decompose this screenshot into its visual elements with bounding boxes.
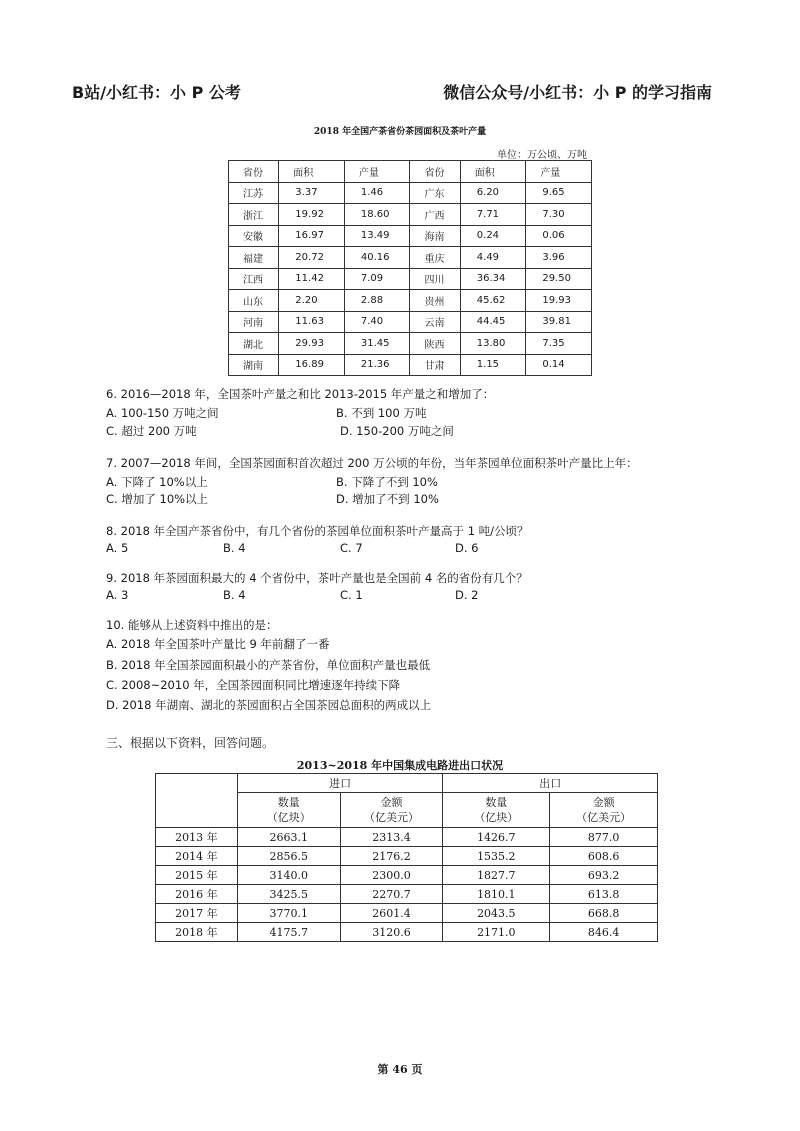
table-cell: 3425.5 bbox=[237, 885, 340, 904]
table-cell: 1.46 bbox=[344, 182, 410, 204]
table-cell: 2043.5 bbox=[443, 904, 550, 923]
table-cell: 3.37 bbox=[279, 182, 345, 204]
table-cell: 四川 bbox=[410, 268, 460, 290]
question-7-stem: 7. 2007—2018 年间，全国茶园面积首次超过 200 万公顷的年份，当年茶园单位面积茶叶产量比上年： bbox=[106, 456, 638, 470]
table-cell: 2300.0 bbox=[340, 866, 443, 885]
table-cell: 4175.7 bbox=[237, 923, 340, 942]
question-6-option-c: C. 超过 200 万吨 bbox=[106, 424, 197, 438]
question-7-option-c: C. 增加了 10%以上 bbox=[106, 492, 209, 506]
table-cell: 11.42 bbox=[279, 268, 345, 290]
question-9-option-a: A. 3 bbox=[106, 588, 129, 602]
tea-table bbox=[228, 160, 592, 376]
table-cell: 贵州 bbox=[410, 290, 460, 312]
table-header-cell: 产量 bbox=[526, 161, 592, 183]
table-cell: 1426.7 bbox=[443, 828, 550, 847]
table-row bbox=[229, 268, 592, 290]
table-cell: 3.96 bbox=[526, 247, 592, 269]
table-cell: 江西 bbox=[229, 268, 279, 290]
table-row bbox=[229, 247, 592, 269]
table-cell: 3120.6 bbox=[340, 923, 443, 942]
tea-table-title: 2018 年全国产茶省份茶园面积及茶叶产量 bbox=[313, 127, 487, 137]
table-cell: 甘肃 bbox=[410, 354, 460, 376]
table-cell: 2014 年 bbox=[156, 847, 238, 866]
table-cell: 重庆 bbox=[410, 247, 460, 269]
table-cell: 19.93 bbox=[526, 290, 592, 312]
question-6-option-d: D. 150-200 万吨之间 bbox=[340, 424, 454, 438]
table-cell: 877.0 bbox=[550, 828, 658, 847]
table-cell: 16.89 bbox=[279, 354, 345, 376]
table-cell: 湖南 bbox=[229, 354, 279, 376]
question-10-option-b: B. 2018 年全国茶园面积最小的产茶省份，单位面积产量也最低 bbox=[106, 658, 431, 672]
table-row bbox=[156, 885, 658, 904]
page-number: 第 46 页 bbox=[377, 1063, 423, 1076]
ic-table-title: 2013~2018 年中国集成电路进出口状况 bbox=[296, 759, 504, 772]
table-cell: 7.35 bbox=[526, 333, 592, 355]
table-cell: 2601.4 bbox=[340, 904, 443, 923]
table-cell: 29.93 bbox=[279, 333, 345, 355]
table-cell: 海南 bbox=[410, 225, 460, 247]
question-9-stem: 9. 2018 年茶园面积最大的 4 个省份中，茶叶产量也是全国前 4 名的省份有几个？ bbox=[106, 571, 528, 585]
table-cell: 浙江 bbox=[229, 204, 279, 226]
table-row bbox=[229, 204, 592, 226]
table-header-cell: 数量 （亿块） bbox=[237, 793, 340, 828]
question-10-option-a: A. 2018 年全国茶叶产量比 9 年前翻了一番 bbox=[106, 637, 330, 651]
table-cell: 1.15 bbox=[460, 354, 526, 376]
table-cell: 6.20 bbox=[460, 182, 526, 204]
table-header-cell: 金额 （亿美元） bbox=[340, 793, 443, 828]
table-cell: 广西 bbox=[410, 204, 460, 226]
table-cell: 608.6 bbox=[550, 847, 658, 866]
table-cell: 7.09 bbox=[344, 268, 410, 290]
table-header-cell: 面积 bbox=[460, 161, 526, 183]
table-cell: 21.36 bbox=[344, 354, 410, 376]
table-row bbox=[156, 923, 658, 942]
table-cell: 3140.0 bbox=[237, 866, 340, 885]
question-6-option-a: A. 100-150 万吨之间 bbox=[106, 406, 219, 420]
question-7-option-d: D. 增加了不到 10% bbox=[336, 492, 439, 506]
ic-table bbox=[155, 773, 658, 942]
table-header-cell bbox=[156, 774, 238, 828]
table-cell: 613.8 bbox=[550, 885, 658, 904]
table-cell: 1535.2 bbox=[443, 847, 550, 866]
table-cell: 湖北 bbox=[229, 333, 279, 355]
table-row bbox=[156, 828, 658, 847]
table-header-cell: 面积 bbox=[279, 161, 345, 183]
table-row bbox=[229, 354, 592, 376]
table-cell: 4.49 bbox=[460, 247, 526, 269]
table-cell: 2663.1 bbox=[237, 828, 340, 847]
table-cell: 13.49 bbox=[344, 225, 410, 247]
export-group-header: 出口 bbox=[443, 774, 658, 793]
table-cell: 1827.7 bbox=[443, 866, 550, 885]
table-cell: 13.80 bbox=[460, 333, 526, 355]
table-header-row bbox=[229, 161, 592, 183]
table-row bbox=[156, 866, 658, 885]
table-cell: 7.30 bbox=[526, 204, 592, 226]
table-cell: 2015 年 bbox=[156, 866, 238, 885]
table-cell: 693.2 bbox=[550, 866, 658, 885]
table-cell: 39.81 bbox=[526, 311, 592, 333]
question-8-option-b: B. 4 bbox=[223, 541, 246, 555]
question-6-stem: 6. 2016—2018 年，全国茶叶产量之和比 2013-2015 年产量之和增加了： bbox=[106, 387, 495, 401]
table-cell: 2.88 bbox=[344, 290, 410, 312]
table-cell: 846.4 bbox=[550, 923, 658, 942]
table-cell: 安徽 bbox=[229, 225, 279, 247]
table-cell: 2176.2 bbox=[340, 847, 443, 866]
table-cell: 2017 年 bbox=[156, 904, 238, 923]
table-row bbox=[229, 225, 592, 247]
table-row bbox=[229, 333, 592, 355]
question-8-option-d: D. 6 bbox=[455, 541, 479, 555]
table-cell: 31.45 bbox=[344, 333, 410, 355]
table-cell: 668.8 bbox=[550, 904, 658, 923]
question-10-stem: 10. 能够从上述资料中推出的是： bbox=[106, 618, 278, 632]
table-cell: 江苏 bbox=[229, 182, 279, 204]
table-row bbox=[156, 847, 658, 866]
table-header-cell: 数量 （亿块） bbox=[443, 793, 550, 828]
table-cell: 云南 bbox=[410, 311, 460, 333]
question-8-stem: 8. 2018 年全国产茶省份中，有几个省份的茶园单位面积茶叶产量高于 1 吨/公顷？ bbox=[106, 524, 529, 538]
table-row bbox=[156, 904, 658, 923]
question-7-option-b: B. 下降了不到 10% bbox=[336, 475, 438, 489]
table-cell: 0.14 bbox=[526, 354, 592, 376]
table-cell: 29.50 bbox=[526, 268, 592, 290]
table-cell: 18.60 bbox=[344, 204, 410, 226]
table-cell: 7.71 bbox=[460, 204, 526, 226]
section-3-heading: 三、根据以下资料，回答问题。 bbox=[106, 736, 275, 750]
table-cell: 2171.0 bbox=[443, 923, 550, 942]
table-cell: 44.45 bbox=[460, 311, 526, 333]
table-header-cell: 省份 bbox=[229, 161, 279, 183]
table-header-cell: 产量 bbox=[344, 161, 410, 183]
table-cell: 2013 年 bbox=[156, 828, 238, 847]
table-row bbox=[229, 182, 592, 204]
table-cell: 2016 年 bbox=[156, 885, 238, 904]
table-row bbox=[229, 311, 592, 333]
table-cell: 2270.7 bbox=[340, 885, 443, 904]
table-header-cell: 省份 bbox=[410, 161, 460, 183]
table-cell: 36.34 bbox=[460, 268, 526, 290]
table-cell: 河南 bbox=[229, 311, 279, 333]
question-6-option-b: B. 不到 100 万吨 bbox=[336, 406, 427, 420]
header-left-text: B站/小红书：小 P 公考 bbox=[72, 83, 241, 102]
table-cell: 45.62 bbox=[460, 290, 526, 312]
table-cell: 9.65 bbox=[526, 182, 592, 204]
table-header-row bbox=[156, 774, 658, 793]
question-10-option-d: D. 2018 年湖南、湖北的茶园面积占全国茶园总面积的两成以上 bbox=[106, 698, 432, 712]
question-7-option-a: A. 下降了 10%以上 bbox=[106, 475, 208, 489]
table-cell: 19.92 bbox=[279, 204, 345, 226]
question-8-option-c: C. 7 bbox=[340, 541, 363, 555]
table-header-cell: 金额 （亿美元） bbox=[550, 793, 658, 828]
table-cell: 1810.1 bbox=[443, 885, 550, 904]
question-8-option-a: A. 5 bbox=[106, 541, 129, 555]
table-cell: 0.06 bbox=[526, 225, 592, 247]
question-9-option-d: D. 2 bbox=[455, 588, 479, 602]
table-cell: 3770.1 bbox=[237, 904, 340, 923]
table-cell: 福建 bbox=[229, 247, 279, 269]
question-10-option-c: C. 2008~2010 年，全国茶园面积同比增速逐年持续下降 bbox=[106, 678, 401, 692]
table-cell: 0.24 bbox=[460, 225, 526, 247]
table-cell: 11.63 bbox=[279, 311, 345, 333]
question-9-option-c: C. 1 bbox=[340, 588, 363, 602]
table-cell: 2313.4 bbox=[340, 828, 443, 847]
table-cell: 7.40 bbox=[344, 311, 410, 333]
table-cell: 2018 年 bbox=[156, 923, 238, 942]
table-cell: 16.97 bbox=[279, 225, 345, 247]
tea-table-unit: 单位：万公顷、万吨 bbox=[497, 150, 587, 161]
table-cell: 40.16 bbox=[344, 247, 410, 269]
table-row bbox=[229, 290, 592, 312]
header-right-text: 微信公众号/小红书：小 P 的学习指南 bbox=[443, 83, 712, 102]
table-cell: 广东 bbox=[410, 182, 460, 204]
table-cell: 2856.5 bbox=[237, 847, 340, 866]
table-cell: 20.72 bbox=[279, 247, 345, 269]
table-cell: 2.20 bbox=[279, 290, 345, 312]
question-9-option-b: B. 4 bbox=[223, 588, 246, 602]
table-cell: 陕西 bbox=[410, 333, 460, 355]
import-group-header: 进口 bbox=[237, 774, 443, 793]
table-cell: 山东 bbox=[229, 290, 279, 312]
